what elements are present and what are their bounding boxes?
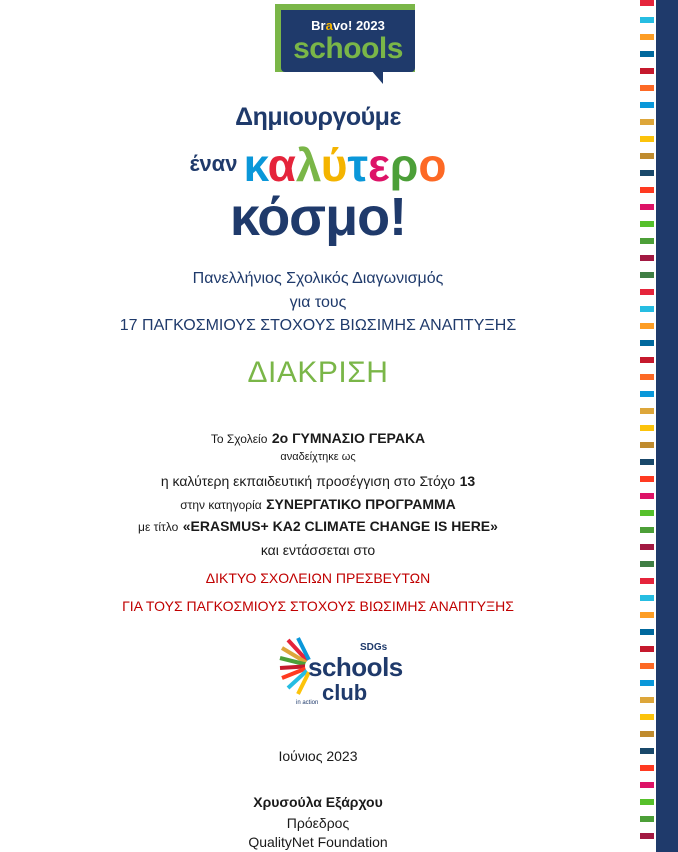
competition-line-1: Πανελλήνιος Σχολικός Διαγωνισμός [192, 270, 444, 287]
signatory-name: Χρυσούλα Εξάρχου [253, 794, 383, 810]
slogan-colored-word: καλύτερο [243, 139, 447, 191]
award-title: ΔΙΑΚΡΙΣΗ [247, 356, 389, 389]
network-line-2: ΓΙΑ ΤΟΥΣ ΠΑΓΚΟΣΜΙΟΥΣ ΣΤΟΧΟΥΣ ΒΙΩΣΙΜΗΣ ΑΝΑΠΤΥΞΗΣ [122, 598, 514, 614]
sdg-color-border [640, 0, 654, 852]
sdgs-schools-club-logo: SDGs schools club in action [278, 636, 408, 710]
school-line: Το Σχολείο 2ο ΓΥΜΝΑΣΙΟ ΓΕΡΑΚΑ [210, 430, 426, 446]
network-line-1: ΔΙΚΤΥΟ ΣΧΟΛΕΙΩΝ ΠΡΕΣΒΕΥΤΩΝ [205, 570, 431, 586]
signatory-role: Πρόεδρος [286, 815, 350, 831]
best-approach-line: η καλύτερη εκπαιδευτική προσέγγιση στο Στόχο 13 [160, 473, 476, 489]
navy-side-bar [656, 0, 678, 852]
competition-line-3: 17 ΠΑΓΚΟΣΜΙΟΥΣ ΣΤΟΧΟΥΣ ΒΙΩΣΙΜΗΣ ΑΝΑΠΤΥΞΗΣ [119, 317, 517, 334]
highlighted-line: αναδείχτηκε ως [280, 451, 356, 463]
slogan-line-2: $^{έ\nu\alpha\nu}$ καλύτερο [189, 139, 447, 191]
category-line: στην κατηγορία ΣΥΝΕΡΓΑΤΙΚΟ ΠΡΟΓΡΑΜΜΑ [180, 496, 456, 512]
slogan-line-3: κόσμο! [229, 187, 407, 247]
project-title-line: με τίτλο «ERASMUS+ KA2 CLIMATE CHANGE IS HERE» [138, 518, 498, 534]
joins-line: και εντάσσεται στο [260, 542, 376, 558]
bravo-schools-logo: Bravo! 2023 schools [275, 4, 421, 78]
signatory-organization: QualityNet Foundation [248, 834, 388, 850]
slogan-line-1: Δημιουργούμε [235, 103, 401, 131]
competition-line-2: για τους [289, 294, 347, 311]
date: Ιούνιος 2023 [278, 748, 358, 764]
